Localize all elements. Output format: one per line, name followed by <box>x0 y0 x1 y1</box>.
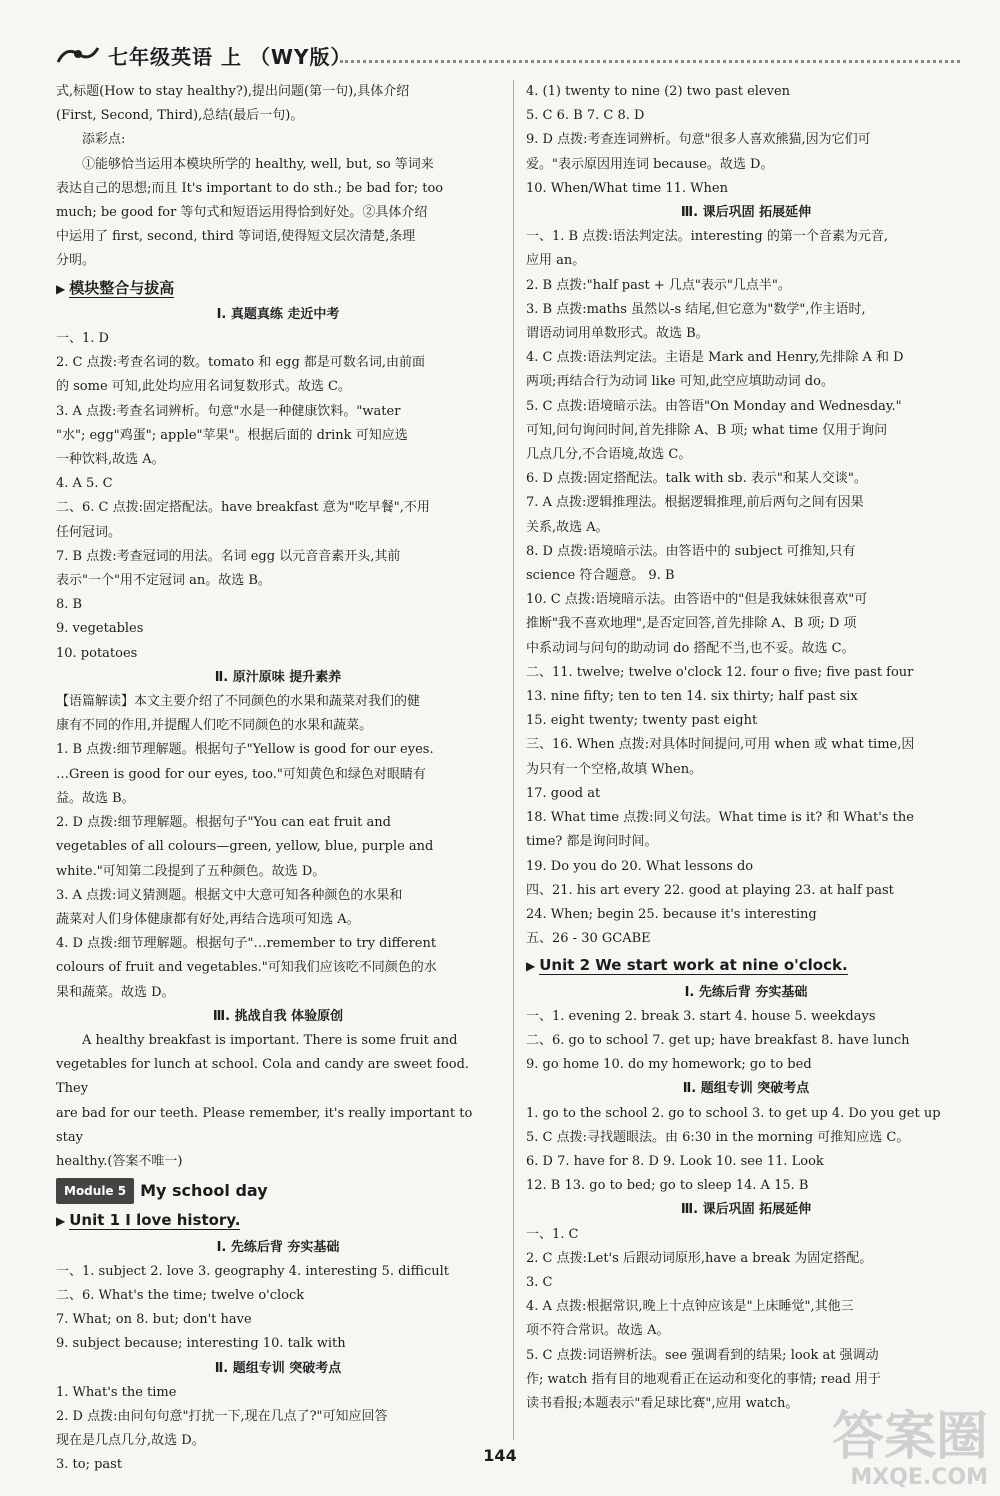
text-line: 五、26 - 30 GCABE <box>526 931 651 947</box>
subsection-heading: Ⅰ. 先练后背 夯实基础 <box>216 1239 340 1255</box>
text-line: 9. subject because; interesting 10. talk with <box>56 1336 346 1352</box>
text-line: ①能够恰当运用本模块所学的 healthy, well, but, so 等词来 <box>82 156 434 172</box>
text-line: 3. B 点拨:maths 虽然以-s 结尾,但它意为"数学",作主语时, <box>526 301 866 317</box>
text-line: white."可知第二段提到了五种颜色。故选 D。 <box>56 863 326 879</box>
header-rule <box>340 60 960 63</box>
text-line: 二、6. What's the time; twelve o'clock <box>56 1287 305 1303</box>
subsection-heading: Ⅲ. 课后巩固 拓展延伸 <box>680 205 812 221</box>
text-line: 一、1. D <box>56 331 109 347</box>
text-line: 8. D 点拨:语境暗示法。由答语中的 subject 可推知,只有 <box>526 543 856 559</box>
subsection-heading: Ⅲ. 课后巩固 拓展延伸 <box>680 1202 812 1218</box>
text-line: 项不符合常识。故选 A。 <box>526 1323 670 1339</box>
text-line: 二、6. go to school 7. get up; have breakfast 8. have lunch <box>526 1032 910 1048</box>
text-line: 一、1. B 点拨:语法判定法。interesting 的第一个音素为元音, <box>526 229 888 245</box>
text-line: 4. (1) twenty to nine (2) two past eleven <box>526 84 791 99</box>
watermark-text: 答案圈 <box>831 1407 988 1467</box>
triangle-icon: ▶ <box>526 959 536 974</box>
text-line: much; be good for 等句式和短语运用得恰到好处。②具体介绍 <box>56 205 428 221</box>
text-line: 一、1. C <box>526 1226 579 1242</box>
text-line: 5. C 6. B 7. C 8. D <box>526 108 645 124</box>
text-line: 19. Do you do 20. What lessons do <box>526 858 754 874</box>
text-line: 果和蔬菜。故选 D。 <box>56 984 175 1000</box>
triangle-icon: ▶ <box>56 281 66 296</box>
text-line: 一、1. evening 2. break 3. start 4. house 5. weekdays <box>526 1008 876 1024</box>
text-line: 6. D 7. have for 8. D 9. Look 10. see 11. Look <box>526 1153 824 1169</box>
text-line: 2. D 点拨:细节理解题。根据句子"You can eat fruit and <box>56 815 391 831</box>
text-line: 可知,问句询问时间,首先排除 A、B 项; what time 仅用于询问 <box>526 422 888 438</box>
text-line: 读书看报;本题表示"看足球比赛",应用 watch。 <box>526 1395 799 1411</box>
text-line: 推断"我不喜欢地理",是否定回答,首先排除 A、B 项; D 项 <box>526 616 857 632</box>
subsection-heading: Ⅰ. 先练后背 夯实基础 <box>684 984 808 1000</box>
text-line: colours of fruit and vegetables."可知我们应该吃不同颜色的水 <box>56 960 437 976</box>
text-line: 12. B 13. go to bed; go to sleep 14. A 15. B <box>526 1178 809 1194</box>
section-heading-text: Unit 2 We start work at nine o'clock. <box>539 956 848 975</box>
text-line: 9. D 点拨:考查连词辨析。句意"很多人喜欢熊猫,因为它们可 <box>526 132 871 148</box>
text-line: healthy.(答案不唯一) <box>56 1153 183 1169</box>
text-line: 二、11. twelve; twelve o'clock 12. four o five; five past four <box>526 664 914 680</box>
text-line: 3. A 点拨:考查名词辨析。句意"水是一种健康饮料。"water <box>56 403 401 419</box>
text-line: 10. When/What time 11. When <box>526 180 728 196</box>
text-line: 【语篇解读】本文主要介绍了不同颜色的水果和蔬菜对我们的健 <box>56 694 421 710</box>
text-line: 8. B <box>56 597 83 613</box>
text-line: 1. go to the school 2. go to school 3. to get up 4. Do you get up <box>526 1105 941 1121</box>
column-divider <box>513 80 514 1440</box>
text-line: 一、1. subject 2. love 3. geography 4. interesting 5. difficult <box>56 1263 450 1279</box>
text-line: 6. D 点拨:固定搭配法。talk with sb. 表示"和某人交谈"。 <box>526 471 867 487</box>
text-line: 9. go home 10. do my homework; go to bed <box>526 1057 812 1073</box>
section-heading <box>56 276 500 301</box>
text-line: 的 some 可知,此处均应用名词复数形式。故选 C。 <box>56 379 351 395</box>
text-line: 7. B 点拨:考查冠词的用法。名词 egg 以元音音素开头,其前 <box>56 548 401 564</box>
watermark-url: MXQE.COM <box>850 1465 988 1490</box>
subsection-heading: Ⅲ. 挑战自我 体验原创 <box>212 1008 344 1024</box>
text-line: 3. to; past <box>56 1457 123 1473</box>
text-line: are bad for our teeth. Please remember, it's really important to stay <box>56 1105 473 1145</box>
text-line: 10. C 点拨:语境暗示法。由答语中的"但是我妹妹很喜欢"可 <box>526 592 868 608</box>
text-line: 5. C 点拨:寻找题眼法。由 6:30 in the morning 可推知应选 C。 <box>526 1129 910 1145</box>
section-heading-text: Unit 1 I love history. <box>69 1211 241 1230</box>
module-badge: Module 5 <box>56 1178 134 1204</box>
text-line: 5. C 点拨:词语辨析法。see 强调看到的结果; look at 强调动 <box>526 1347 879 1363</box>
text-line: 2. B 点拨:"half past + 几点"表示"几点半"。 <box>526 277 791 293</box>
text-line: 现在是几点几分,故选 D。 <box>56 1433 205 1449</box>
text-line: science 符合题意。 9. B <box>526 568 675 584</box>
text-line: vegetables for lunch at school. Cola and candy are sweet food. They <box>56 1057 470 1097</box>
text-line: 几点几分,不合语境,故选 C。 <box>526 447 692 463</box>
text-line: 三、16. When 点拨:对具体时间提问,可用 when 或 what time,因 <box>526 737 915 753</box>
text-line: 中系动词与问句的助动词 do 搭配不当,也不妥。故选 C。 <box>526 640 855 656</box>
subsection-heading: Ⅰ. 真题真练 走近中考 <box>216 306 340 322</box>
text-line: 18. What time 点拨:同义句法。What time is it? 和 What's the <box>526 810 914 826</box>
text-line: 9. vegetables <box>56 621 144 637</box>
left-column <box>56 80 500 1478</box>
module-heading <box>56 1178 500 1204</box>
text-line: 2. C 点拨:Let's 后跟动词原形,have a break 为固定搭配。 <box>526 1250 873 1266</box>
text-line: (First, Second, Third),总结(最后一句)。 <box>56 108 304 124</box>
module-title: My school day <box>140 1181 268 1201</box>
text-line: …Green is good for our eyes, too."可知黄色和绿色对眼睛有 <box>56 766 426 782</box>
watermark <box>832 1409 988 1490</box>
text-line: 任何冠词。 <box>56 524 122 540</box>
text-line: 7. A 点拨:逻辑推理法。根据逻辑推理,前后两句之间有因果 <box>526 495 864 511</box>
triangle-icon: ▶ <box>56 1214 66 1229</box>
text-line: 作; watch 指有目的地观看正在运动和变化的事情; read 用于 <box>526 1371 882 1387</box>
section-heading-text: 模块整合与拔高 <box>69 278 175 297</box>
text-line: 表达自己的思想;而且 It's important to do sth.; be bad for; too <box>56 180 444 196</box>
section-heading <box>526 953 966 978</box>
text-line: 4. C 点拨:语法判定法。主语是 Mark and Henry,先排除 A 和 D <box>526 350 904 366</box>
text-line: "水"; egg"鸡蛋"; apple"苹果"。根据后面的 drink 可知应选 <box>56 427 408 443</box>
right-column <box>526 80 966 1416</box>
text-line: 蔬菜对人们身体健康都有好处,再结合选项可知选 A。 <box>56 911 360 927</box>
text-line: 1. B 点拨:细节理解题。根据句子"Yellow is good for our eyes. <box>56 742 434 758</box>
text-line: 爱。"表示原因用连词 because。故选 D。 <box>526 156 774 172</box>
text-line: 益。故选 B。 <box>56 790 135 806</box>
text-line: 2. D 点拨:由问句句意"打扰一下,现在几点了?"可知应回答 <box>56 1408 388 1424</box>
text-line: 4. A 点拨:根据常识,晚上十点钟应该是"上床睡觉",其他三 <box>526 1299 854 1315</box>
section-heading <box>56 1208 500 1233</box>
subsection-heading: Ⅱ. 题组专训 突破考点 <box>214 1360 342 1376</box>
text-line: vegetables of all colours—green, yellow, blue, purple and <box>56 839 434 855</box>
subsection-heading: Ⅱ. 题组专训 突破考点 <box>682 1081 810 1097</box>
text-line: 4. D 点拨:细节理解题。根据句子"…remember to try different <box>56 936 437 952</box>
page-number: 144 <box>483 1446 517 1465</box>
text-line: 中运用了 first, second, third 等词语,使得短文层次清楚,条理 <box>56 229 416 245</box>
text-line: 13. nine fifty; ten to ten 14. six thirty; half past six <box>526 689 858 705</box>
text-line: 二、6. C 点拨:固定搭配法。have breakfast 意为"吃早餐",不用 <box>56 500 430 516</box>
book-title: 七年级英语 上 （WY版） <box>108 44 352 69</box>
text-line: 应用 an。 <box>526 253 586 269</box>
text-line: 四、21. his art every 22. good at playing 23. at half past <box>526 882 894 898</box>
text-line: 3. A 点拨:词义猜测题。根据文中大意可知各种颜色的水果和 <box>56 887 403 903</box>
text-line: time? 都是询问时间。 <box>526 834 658 850</box>
text-line: 5. C 点拨:语境暗示法。由答语"On Monday and Wednesday." <box>526 398 902 414</box>
text-line: 表示"一个"用不定冠词 an。故选 B。 <box>56 573 271 589</box>
text-line: 7. What; on 8. but; don't have <box>56 1312 252 1328</box>
text-line: 15. eight twenty; twenty past eight <box>526 713 758 729</box>
text-line: 分明。 <box>56 253 96 269</box>
brand-logo-icon <box>54 42 102 68</box>
text-line: 4. A 5. C <box>56 476 113 492</box>
text-line: 为只有一个空格,故填 When。 <box>526 761 703 777</box>
text-line: A healthy breakfast is important. There is some fruit and <box>82 1032 458 1048</box>
page-header <box>54 40 351 70</box>
text-line: 24. When; begin 25. because it's interesting <box>526 906 817 922</box>
text-line: 康有不同的作用,并提醒人们吃不同颜色的水果和蔬菜。 <box>56 718 373 734</box>
text-line: 3. C <box>526 1274 553 1290</box>
text-line: 2. C 点拨:考查名词的数。tomato 和 egg 都是可数名词,由前面 <box>56 355 426 371</box>
text-line: 关系,故选 A。 <box>526 519 609 535</box>
text-line: 17. good at <box>526 785 601 801</box>
text-line: 1. What's the time <box>56 1384 177 1400</box>
text-line: 添彩点: <box>82 132 126 148</box>
text-line: 式,标题(How to stay healthy?),提出问题(第一句),具体介绍 <box>56 84 410 99</box>
text-line: 两项;再结合行为动词 like 可知,此空应填助动词 do。 <box>526 374 834 390</box>
text-line: 谓语动词用单数形式。故选 B。 <box>526 326 709 342</box>
text-line: 10. potatoes <box>56 645 138 661</box>
text-line: 一种饮料,故选 A。 <box>56 452 165 468</box>
subsection-heading: Ⅱ. 原汁原味 提升素养 <box>214 669 342 685</box>
